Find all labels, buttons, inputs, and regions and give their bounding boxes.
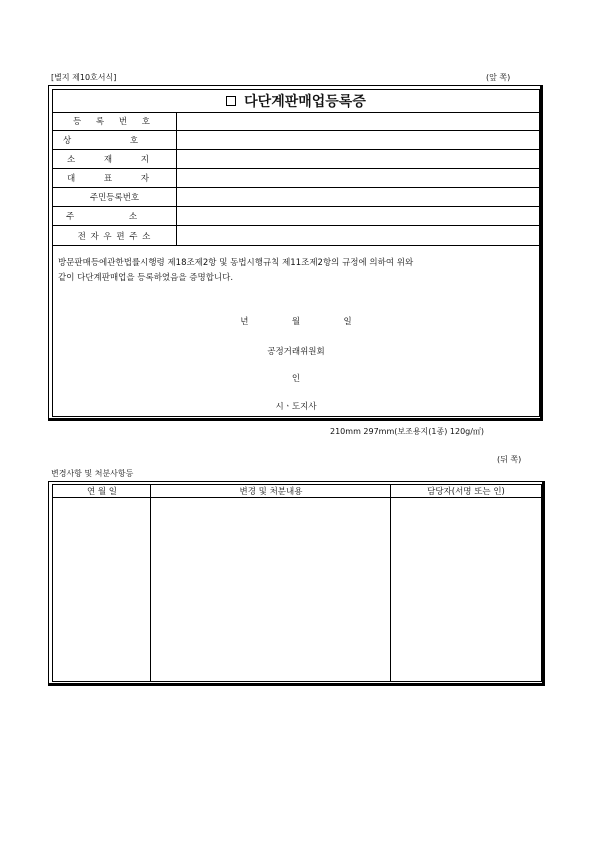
field-row-resident-number: [53, 188, 539, 207]
checkbox-icon: [226, 96, 236, 106]
column-divider: [150, 485, 151, 681]
registration-number-field[interactable]: [178, 112, 539, 130]
issuing-authority: 공정거래위원회: [267, 347, 325, 357]
official-title: 시ㆍ도지사: [275, 402, 317, 412]
field-row-email: [53, 226, 539, 246]
form-title-row: [53, 90, 539, 113]
location-field[interactable]: [178, 150, 539, 168]
back-side-label: (뒤 쪽): [497, 455, 522, 464]
representative-field[interactable]: [178, 169, 539, 187]
field-row-representative: [53, 169, 539, 188]
change-record-table: [52, 484, 542, 682]
section-title: 변경사항 및 처분사항등: [51, 469, 134, 478]
seal-mark: 인: [291, 374, 301, 384]
field-row-registration-number: [53, 112, 539, 131]
form-title: 다단계판매업등록증: [244, 94, 366, 110]
column-header-details: 변경 및 처분내용: [151, 485, 391, 498]
form-number: [별지 제10호서식]: [51, 73, 117, 82]
email-field[interactable]: [178, 226, 539, 245]
front-side-label: (앞 쪽): [486, 73, 511, 82]
column-divider: [390, 485, 391, 681]
address-field[interactable]: [178, 207, 539, 225]
paper-specification: 210mm 297mm(보조용지(1종) 120g/㎡): [330, 427, 485, 436]
field-label: 주 소: [53, 207, 177, 225]
field-label: 등 록 번 호: [53, 112, 177, 130]
field-label: 소 재 지: [53, 150, 177, 168]
field-row-address: [53, 207, 539, 226]
field-label: 대 표 자: [53, 169, 177, 187]
resident-number-field[interactable]: [178, 188, 539, 206]
field-label: 주민등록번호: [53, 188, 177, 206]
field-label: 전 자 우 편 주 소: [53, 226, 177, 245]
trade-name-field[interactable]: [178, 131, 539, 149]
field-row-trade-name: [53, 131, 539, 150]
certificate-form: [52, 89, 540, 417]
issue-date: 년 월 일: [240, 317, 352, 327]
column-header-date: 연 월 일: [53, 485, 151, 498]
column-header-officer: 담당자(서명 또는 인): [391, 485, 541, 498]
certification-statement: 방문판매등에관한법률시행령 제18조제2항 및 동법시행규칙 제11조제2항의 규정에 의하여 위와 같이 다단계판매업을 등록하였음을 증명합니다.: [58, 258, 414, 283]
field-label: 상 호: [53, 131, 177, 149]
field-row-location: [53, 150, 539, 169]
